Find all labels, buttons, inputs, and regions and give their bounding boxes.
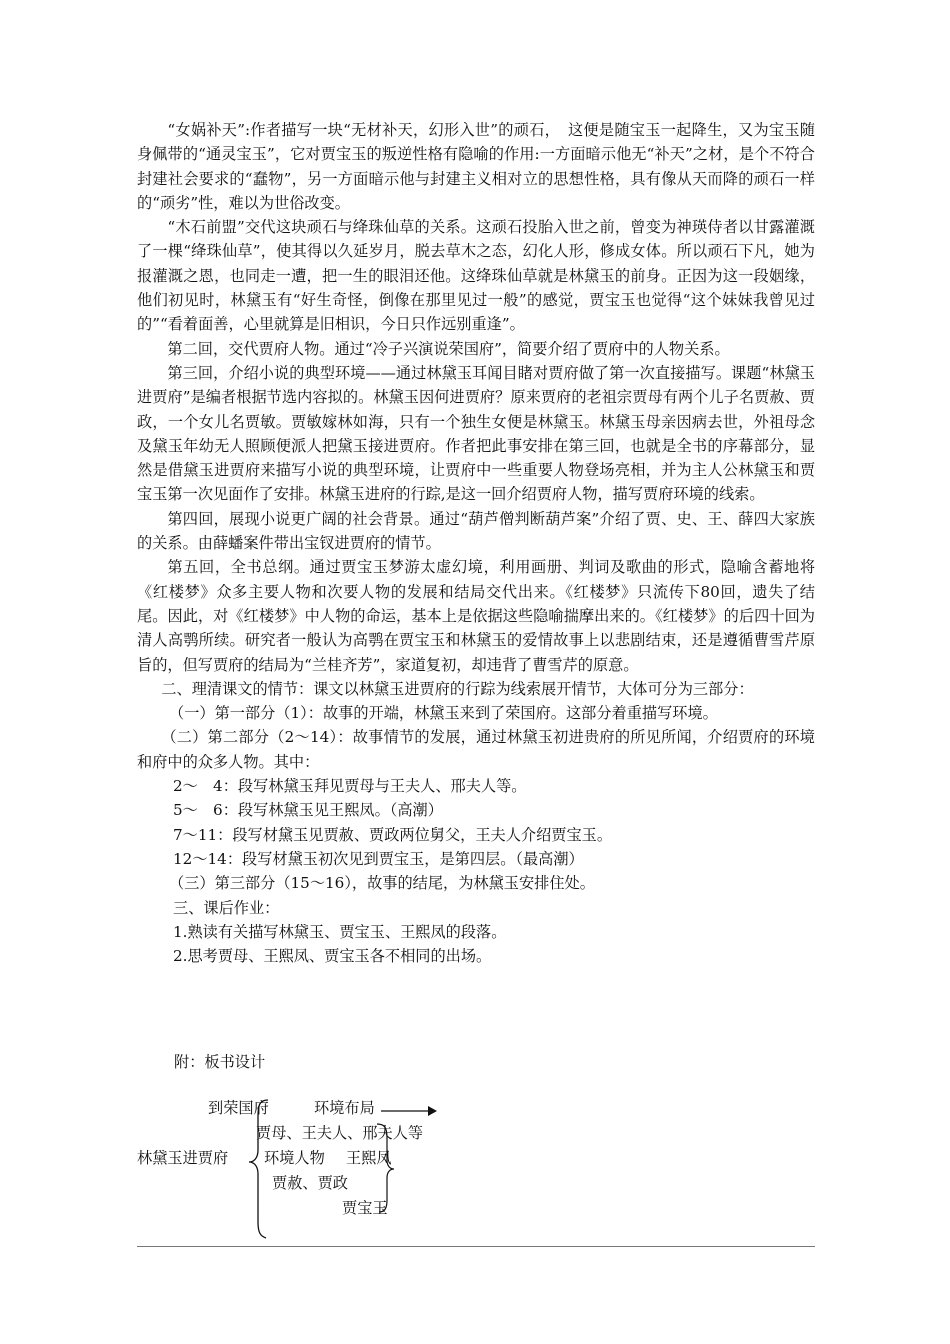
right-brace [377,1124,394,1212]
arrow-head-icon [428,1106,437,1116]
paragraph-nuwa: “女娲补天”:作者描写一块“无材补天，幻形入世”的顽石， 这便是随宝玉一起降生，又为宝玉随身佩带的“通灵宝玉”，它对贾宝玉的叛逆性格有隐喻的作用:一方面暗示他无“补天”之材，是个不符合封建社会要求的“蠢物”，另一方面暗示他与封建主义相对立的思想性格，具有像从天而降的顽石一样的“顽劣”性，难以为世俗改变。 [137,121,815,212]
board-label: 附：板书设计 [174,1053,266,1071]
board-to-rongguo: 到荣国府 [208,1099,269,1117]
list-item: 2～ 4：段写林黛玉拜见贾母与王夫人、邢夫人等。 [173,777,527,796]
board-env-people: 环境人物 [264,1149,325,1167]
paragraph-mushi: “木石前盟”交代这块顽石与绛珠仙草的关系。这顽石投胎入世之前，曾变为神瑛侍者以甘露灌溉了一棵“绛珠仙草”，使其得以久延岁月，脱去草木之态，幻化人形，修成女体。所以顽石下凡，她为报灌溉之恩，也同走一遭，把一生的眼泪还他。这绛珠仙草就是林黛玉的前身。正因为这一段姻缘，他们初见时，林黛玉有“好生奇怪，倒像在那里见过一般”的感觉，贾宝玉也觉得“这个妹妹我曾见过的”“看着面善，心里就算是旧相识，今日只作远别重逢”。 [137,218,815,334]
paragraph-chapter4: 第四回，展现小说更广阔的社会背景。通过“葫芦僧判断葫芦案”介绍了贾、史、王、薛四大家族的关系。由薛蟠案件带出宝钗进贾府的情节。 [137,509,815,553]
list-item: 5～ 6：段写林黛玉见王熙凤。（高潮） [173,801,443,820]
board-jia-baoyu: 贾宝玉 [342,1199,388,1217]
list-item: 12～14：段写材黛玉初次见到贾宝玉，是第四层。（最高潮） [173,849,584,868]
document-body [137,118,815,968]
homework-item: 2.思考贾母、王熙凤、贾宝玉各不相同的出场。 [173,947,492,966]
board-wang-xifeng: 王熙凤 [346,1149,392,1167]
board-jia-she-zheng: 贾赦、贾政 [272,1174,348,1192]
paragraph-chapter5: 第五回，全书总纲。通过贾宝玉梦游太虚幻境，利用画册、判词及歌曲的形式，隐喻含蓄地将《红楼梦》众多主要人物和次要人物的发展和结局交代出来。《红楼梦》只流传下80回，遗失了结尾。因此，对《红楼梦》中人物的命运，基本上是依据这些隐喻揣摩出来的。《红楼梦》的后四十回为清人高鹗所续。研究者一般认为高鹗在贾宝玉和林黛玉的爱情故事上以悲剧结束，还是遵循曹雪芹原旨的，但写贾府的结局为“兰桂齐芳”，家道复初，却违背了曹雪芹的原意。 [137,558,815,674]
board-title: 林黛玉进贾府 [137,1149,229,1167]
list-item: 7～11：段写材黛玉见贾赦、贾政两位舅父，王夫人介绍贾宝玉。 [173,825,613,844]
paragraph-chapter2: 第二回，交代贾府人物。通过“冷子兴演说荣国府”，简要介绍了贾府中的人物关系。 [167,339,730,358]
part-two: （二）第二部分（2～14）：故事情节的发展，通过林黛玉初进贵府的所见所闻，介绍贾府的环境和府中的众多人物。其中： [137,728,815,771]
left-brace [249,1100,268,1238]
page-divider [137,1246,815,1247]
homework-heading: 三、课后作业： [173,898,280,917]
homework-item: 1.熟读有关描写林黛玉、贾宝玉、王熙凤的段落。 [173,922,507,941]
board-env-layout: 环境布局 [314,1099,375,1117]
board-people-line1: 贾母、王夫人、邢夫人等 [256,1124,424,1142]
part-three: （三）第三部分（15～16），故事的结尾，为林黛玉安排住处。 [169,874,595,893]
part-one: （一）第一部分（1）：故事的开端，林黛玉来到了荣国府。这部分着重描写环境。 [169,704,718,723]
section-heading-plot: 二、理清课文的情节：课文以林黛玉进贾府的行踪为线索展开情节，大体可分为三部分： [161,679,754,698]
paragraph-chapter3: 第三回，介绍小说的典型环境——通过林黛玉耳闻目睹对贾府做了第一次直接描写。课题“林黛玉进贾府”是编者根据节选内容拟的。林黛玉因何进贾府？原来贾府的老祖宗贾母有两个儿子名贾赦、贾政，一个女儿名贾敏。贾敏嫁林如海，只有一个独生女便是林黛玉。林黛玉母亲因病去世，外祖母念及黛玉年幼无人照顾便派人把黛玉接进贾府。作者把此事安排在第三回，也就是全书的序幕部分，显然是借黛玉进贾府来描写小说的典型环境，让贾府中一些重要人物登场亮相，并为主人公林黛玉和贾宝玉第一次见面作了安排。林黛玉进府的行踪,是这一回介绍贾府人物，描写贾府环境的线索。 [137,363,815,504]
